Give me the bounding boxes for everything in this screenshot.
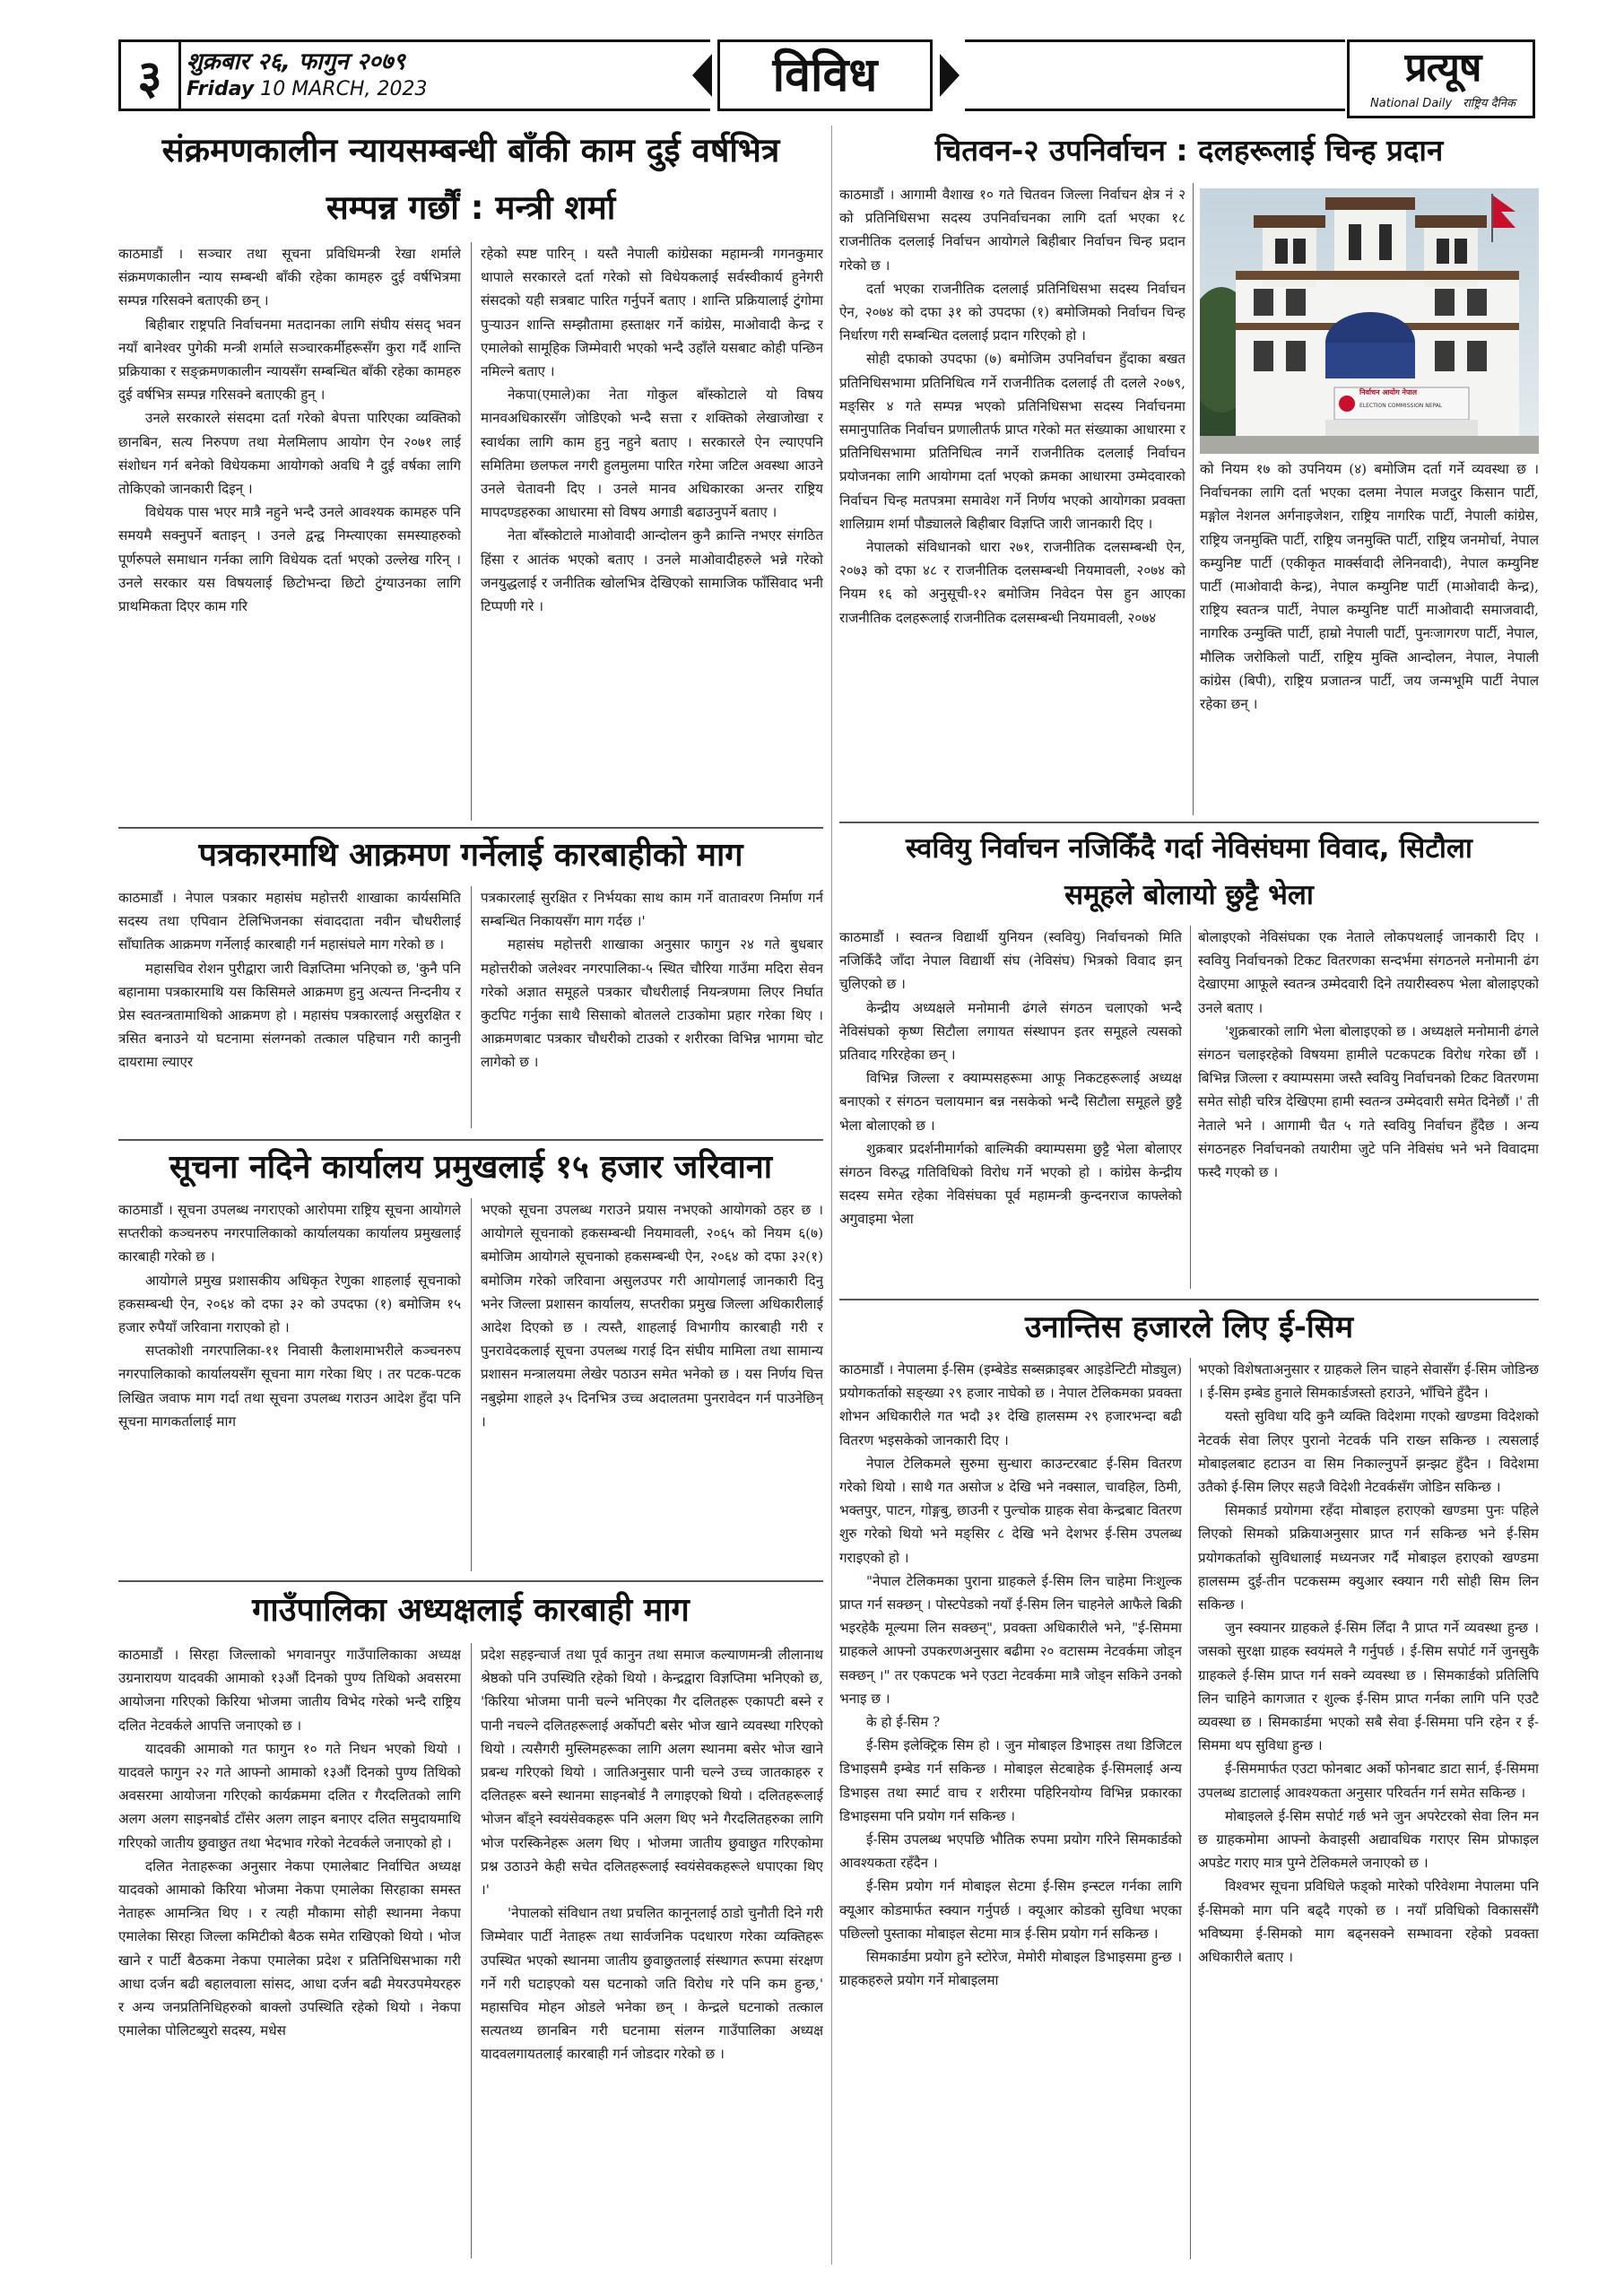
article-a4-col2 bbox=[481, 1198, 823, 1575]
article-a5-col2 bbox=[1198, 926, 1539, 1293]
paragraph: सिमकार्डमा प्रयोग हुने स्टोरेज, मेमोरी मोबाइल डिभाइसमा हुन्छ । ग्राहकहरुले प्रयोग गर्ने मोबाइलमा bbox=[839, 1949, 1182, 1989]
headline-a2: चितवन-२ उपनिर्वाचन : दलहरूलाई चिन्ह प्रदान bbox=[934, 133, 1444, 168]
article-a6-col2 bbox=[1198, 1358, 1539, 2264]
paragraph: नेकपा(एमाले)का नेता गोकुल बाँस्कोटाले यो विषय मानवअधिकारसँग जोडिएको भन्दै सत्ता र शक्तिको लेखाजोखा र स्वार्थका लागि काम हुनु नहुने बताए । सरकारले ऐन ल्याएपनि समितिमा छलफल नगरी हुलमुलमा पारित गरेमा जटिल अवस्था आउने उनले चेतावनी दिए । उनले मानव अधिकारका अन्तर राष्ट्रिय मापदण्डहरुका आधारमा सो विषय अगाडी बढाउनुपर्ने बताए । bbox=[481, 387, 823, 521]
paragraph: काठमाडौं । सञ्चार तथा सूचना प्रविधिमन्त्री रेखा शर्माले संक्रमणकालीन न्याय सम्बन्धी बाँकी रहेका कामहरु दुई वर्षभित्रमा सम्पन्न गरिसक्ने बताएकी छन् । bbox=[118, 246, 461, 309]
article-a1-col2 bbox=[481, 242, 823, 825]
article-a3-col1 bbox=[118, 886, 461, 1132]
paragraph: बिहीबार राष्ट्रपति निर्वाचनमा मतदानका लागि संघीय संसद् भवन नयाँ बानेश्वर पुगेकी मन्त्री शर्माले सञ्चारकर्मीहरूसँग कुरा गर्दै शान्ति प्रक्रियाका र सङ्क्रमणकालीन न्यायसँग सम्बन्धित बाँकी रहेका कामहरु दुई वर्षभित्र सम्पन्न गरिसक्ने बताएकी हुन् । bbox=[118, 316, 461, 404]
article-a3-col2 bbox=[481, 886, 823, 1132]
article-a2-col2 bbox=[1200, 457, 1539, 820]
section-arrow-right-icon bbox=[940, 54, 960, 97]
date-day: Friday bbox=[187, 78, 255, 100]
paragraph: नेपालको संविधानको धारा २७१, राजनीतिक दलसम्बन्धी ऐन, २०७३ को दफा ४८ र राजनीतिक दलसम्बन्धी नियमावली, २०७४ को नियम १६ को अनुसूची-१२ बमोजिम निवेदन पेस हुन आएका राजनीतिक दलहरूलाई राजनीतिक दलसम्बन्धी नियमावली, २०७४ bbox=[839, 539, 1185, 626]
paragraph: भएको सूचना उपलब्ध गराउने प्रयास नभएको आयोगको ठहर छ । आयोगले सूचनाको हकसम्बन्धी नियमावली, २०६५ को नियम ६(७) बमोजिम आयोगले सूचनाको हकसम्बन्धी ऐन, २०६४ को दफा ३२(१) बमोजिम गरेको जरिवाना असुलउपर गरी आयोगलाई जानकारी दिनु भनेर जिल्ला प्रशासन कार्यालय, सप्तरीका प्रमुख जिल्ला अधिकारीलाई आदेश दिएको छ । त्यस्तै, शाहलाई विभागीय कारबाही गरी र पुनरावेदकलाई सूचना उपलब्ध गराई दिन संघीय मामिला तथा सामान्य प्रशासन मन्त्रालयमा लेखेर पठाउन समेत भनेको छ । यस निर्णय चित्त नबुझेमा शाहले ३५ दिनभित्र उच्च अदालतमा पुनरावेदन गर्न पाउनेछिन् । bbox=[481, 1202, 823, 1430]
headline-a1-line2: सम्पन्न गर्छौं : मन्त्री शर्मा bbox=[326, 188, 616, 227]
headline-a7: गाउँपालिका अध्यक्षलाई कारबाही माग bbox=[252, 1592, 690, 1629]
subheading: के हो ई-सिम ? bbox=[866, 1714, 941, 1731]
headline-a1-line1: संक्रमणकालीन न्यायसम्बन्धी बाँकी काम दुई वर्षभित्र bbox=[161, 131, 780, 170]
header-rule bbox=[965, 39, 1345, 111]
article-a6-col1 bbox=[839, 1358, 1182, 2264]
page-number: ३ bbox=[118, 39, 181, 111]
headline-a5-line1: स्ववियु निर्वाचन नजिकिँदै गर्दा नेविसंघमा विवाद, सिटौला bbox=[906, 832, 1472, 865]
headline-a5-line2: समूहले बोलायो छुट्टै भेला bbox=[1064, 879, 1314, 911]
page-gutter bbox=[831, 126, 832, 2265]
paragraph: काठमाडौं । आगामी वैशाख १० गते चितवन जिल्ला निर्वाचन क्षेत्र नं २ को प्रतिनिधिसभा सदस्य उपनिर्वाचनका लागि दर्ता भएका १८ राजनीतिक दललाई निर्वाचन आयोगले बिहीबार निर्वाचन चिन्ह प्रदान गरेको छ । bbox=[839, 187, 1185, 274]
paragraph: नेपाल टेलिकमले सुरुमा सुन्धारा काउन्टरबाट ई-सिम वितरण गरेको थियो । साथै गत असोज ४ देखि भने नक्साल, चावहिल, ठिमी, भक्तपुर, पाटन, गोङ्गबु, छाउनी र पुल्चोक ग्राहक सेवा केन्द्रबाट वितरण शुरु गरेको थियो भने मङ्सिर ८ देखि भने देशभर ई-सिम उपलब्ध गराइएको हो । bbox=[839, 1455, 1182, 1566]
dateline bbox=[181, 39, 710, 111]
article-rule bbox=[839, 822, 1539, 823]
logo-tagline bbox=[1355, 94, 1531, 114]
paragraph: काठमाडौं । सिरहा जिल्लाको भगवानपुर गाउँपालिकाका अध्यक्ष उग्रनारायण यादवकी आमाको १३औं दिनको पुण्य तिथिको अवसरमा आयोजना गरिएको किरिया भोजमा जातीय विभेद गरेको भन्दै राष्ट्रिय दलित नेटवर्कले आपत्ति जनाएको छ । bbox=[118, 1647, 461, 1734]
logo-name: प्रत्यूष bbox=[1404, 45, 1481, 91]
paragraph: आयोगले प्रमुख प्रशासकीय अधिकृत रेणुका शाहलाई सूचनाको हकसम्बन्धी ऐन, २०६४ को दफा ३२ को उपदफा (१) बमोजिम १५ हजार रुपैयाँ जरिवाना गराएको हो । bbox=[118, 1272, 461, 1336]
paragraph: ई-सिम इलेक्ट्रिक सिम हो । जुन मोबाइल डिभाइस तथा डिजिटल डिभाइसमै इम्बेड गर्न सकिन्छ । मोबाइल सेटबाहेक ई-सिमलाई अन्य डिभाइस तथा स्मार्ट वाच र शरीरमा पहिरिनयोग्य विभिन्न प्रकारका डिभाइसमा पनि प्रयोग गर्न सकिन्छ । bbox=[839, 1737, 1182, 1824]
article-rule bbox=[118, 1580, 823, 1582]
paragraph: महासचिव रोशन पुरीद्वारा जारी विज्ञप्तिमा भनिएको छ, 'कुनै पनि बहानामा पत्रकारमाथि यस किसिमले आक्रमण हुनु अत्यन्त निन्दनीय र प्रेस स्वतन्त्रतामाथिको आक्रमण हो । महासंघ पत्रकारलाई असुरक्षित र त्रसित बनाउने यो घटनामा संलग्नको तत्काल पहिचान गरी कानुनी दायरामा ल्याएर bbox=[118, 960, 461, 1071]
paragraph: को नियम १७ को उपनियम (४) बमोजिम दर्ता गर्ने व्यवस्था छ । निर्वाचनका लागि दर्ता भएका दलमा नेपाल मजदुर किसान पार्टी, मङ्गोल नेशनल अर्गनाइजेशन, राष्ट्रिय नागरिक पार्टी, नेपाली कांग्रेस, राष्ट्रिय जनमुक्ति पार्टी, राष्ट्रिय जनमुक्ति पार्टी, राष्ट्रिय जनमोर्चा, नेपाल कम्युनिष्ट पार्टी (एकीकृत मार्क्सवादी लेनिनवादी), नेपाल कम्युनिष्ट पार्टी (माओवादी केन्द्र), नेपाल कम्युनिष्ट पार्टी (माओवादी केन्द्र), राष्ट्रिय स्वतन्त्र पार्टी, नेपाल कम्युनिष्ट पार्टी माओवादी समाजवादी, नागरिक उन्मुक्ति पार्टी, हाम्रो नेपाली पार्टी, पुनःजागरण पार्टी, नेपाल, मौलिक जरोकिलो पार्टी, राष्ट्रिय मुक्ति आन्दोलन, नेपाल, नेपाली कांग्रेस (बिपी), राष्ट्रिय प्रजातन्त्र पार्टी, जय जन्मभूमि पार्टी नेपाल रहेका छन् । bbox=[1200, 461, 1539, 713]
paragraph: बोलाइएको नेविसंघका एक नेताले लोकपथलाई जानकारी दिए । स्ववियु निर्वाचनको टिकट वितरणका सन्दर्भमा संगठनले मनोमानी ढंग देखाएमा आफूले स्वतन्त्र उम्मेदवारी दिने तयारीस्वरुप भेला बोलाइएको उनले बताए । bbox=[1198, 929, 1539, 1016]
date-nepali: शुक्रबार २६, फागुन २०७९ bbox=[187, 48, 405, 75]
article-a1-col1 bbox=[118, 242, 461, 825]
column-divider bbox=[1190, 926, 1191, 1289]
building-illustration bbox=[1200, 188, 1539, 454]
paragraph: काठमाडौं । नेपालमा ई-सिम (इम्बेडेड सब्सक्राइबर आइडेन्टिटी मोड्युल) प्रयोगकर्ताको सङ्ख्या २९ हजार नाघेको छ । नेपाल टेलिकमका प्रवक्ता शोभन अधिकारीले गत भदौ ३१ देखि हालसम्म २९ हजारभन्दा बढी वितरण भइसकेको जानकारी दिए । bbox=[839, 1361, 1182, 1448]
paragraph: सोही दफाको उपदफा (७) बमोजिम उपनिर्वाचन हुँदाका बखत प्रतिनिधिसभामा प्रतिनिधित्व गर्ने राजनीतिक दललाई ती दलले २०७९, मङ्सिर ४ गते सम्पन्न भएको प्रतिनिधिसभा सदस्य निर्वाचनमा समानुपातिक निर्वाचन प्रणालीतर्फ प्राप्त गरेको मत संख्याका आधारमा र प्रतिनिधिसभामा प्रतिनिधित्व नगर्ने राजनीतिक दललाई निर्वाचन प्रयोजनका लागि आयोगमा दर्ता भएको क्रमका आधारमा उम्मेदवारको निर्वाचन चिन्ह मतपत्रमा समावेश गर्ने निर्णय भएको आयोगका प्रवक्ता शालिग्राम शर्मा पौड्यालले बिहीबार विज्ञप्ति जारी जानकारी दिए । bbox=[839, 351, 1185, 532]
column-divider bbox=[471, 1643, 472, 2258]
paragraph: काठमाडौं । स्वतन्त्र विद्यार्थी युनियन (स्ववियु) निर्वाचनको मिति नजिकिँदै जाँदा नेपाल विद्यार्थी संघ (नेविसंघ) भित्रको विवाद झन् चुलिएको छ । bbox=[839, 929, 1182, 993]
photo-sign-text: निर्वाचन आयोग नेपाल bbox=[1359, 388, 1417, 396]
column-divider bbox=[471, 886, 472, 1128]
photo-sign-text-en: ELECTION COMMISSION NEPAL bbox=[1359, 403, 1443, 409]
paragraph: प्रदेश सहइन्चार्ज तथा पूर्व कानुन तथा समाज कल्याणमन्त्री लीलानाथ श्रेष्ठको पनि उपस्थिति रहेको थियो । केन्द्रद्वारा विज्ञप्तिमा भनिएको छ, 'किरिया भोजमा पानी चल्ने भनिएका गैर दलितहरू एकापटी बस्ने र पानी नचल्ने दलितहरूलाई अर्कोपटी बसेर भोज खाने व्यवस्था गरिएको थियो । त्यसैगरी मुस्लिमहरूका लागि अलग स्थानमा बसेर भोज खाने प्रबन्ध गरिएको थियो । जातिअनुसार पानी चल्ने उच्च जातकाहरु र दलितहरू बस्ने स्थानमा साइनबोर्ड नै लगाइएको थियो । दलितहरूलाई भोजन बाँड्ने स्वयंसेवकहरू पनि अलग थिए भने गैरदलितहरुका लागि भोज परस्किनेहरू अलग थिए । भोजमा जातीय छुवाछुत गरिएकोमा प्रश्न उठाउने केही सचेत दलितहरूलाई स्वयंसेवकहरूले धपाएका थिए ।' bbox=[481, 1647, 823, 1899]
paragraph: काठमाडौं । सूचना उपलब्ध नगराएको आरोपमा राष्ट्रिय सूचना आयोगले सप्तरीको कञ्चनरुप नगरपालिकाको कार्यालयका कार्यालय प्रमुखलाई कारबाही गरेको छ । bbox=[118, 1202, 461, 1265]
paragraph: विश्वभर सूचना प्रविधिले फड्को मारेको परिवेशमा नेपालमा पनि ई-सिमको माग पनि बढ्दै गएको छ । नयाँ प्रविधिको विकाससँगै भविष्यमा ई-सिमको माग बढ्नसक्ने सम्भावना रहेको प्रवक्ता अधिकारीले बताए । bbox=[1198, 1878, 1539, 1966]
paragraph: जुन स्क्यानर ग्राहकले ई-सिम लिँदा नै प्राप्त गर्ने व्यवस्था हुन्छ । जसको सुरक्षा ग्राहक स्वयंमले नै गर्नुपर्छ । ई-सिम सपोर्ट गर्ने जुनसुकै ग्राहकले ई-सिम प्राप्त गर्न सक्ने व्यवस्था छ । सिमकार्डको प्रतिलिपि लिन चाहिने कागजात र शुल्क ई-सिम प्राप्त गर्नका लागि पनि एउटै व्यवस्था छ । सिमकार्डमा भएको सबै सेवा ई-सिममा पनि रहेन र ई-सिममा थप सुविधा हुन्छ । bbox=[1198, 1620, 1539, 1754]
paragraph: पत्रकारलाई सुरक्षित र निर्भयका साथ काम गर्ने वातावरण निर्माण गर्न सम्बन्धित निकायसँग माग गर्दछ ।' bbox=[481, 890, 823, 930]
logo-np: राष्ट्रिय दैनिक bbox=[1463, 97, 1515, 110]
election-commission-photo bbox=[1200, 188, 1539, 454]
paragraph: "नेपाल टेलिकमका पुराना ग्राहकले ई-सिम लिन चाहेमा निःशुल्क प्राप्त गर्न सक्छन् । पोस्टपेडको नयाँ ई-सिम लिन चाहनेले आफैले बिक्री भइरहेकै मूल्यमा लिन सक्छन्", प्रवक्ता अधिकारीले भने, "ई-सिममा ग्राहकले आफ्नो उपकरणअनुसार बढीमा २० वटासम्म नेटवर्कमा जोड्न सक्छन् ।" तर एकपटक भने एउटा नेटवर्कमा मात्रै जोड्न सकिने उनको भनाइ छ । bbox=[839, 1572, 1182, 1707]
logo-en: National Daily bbox=[1370, 97, 1453, 110]
column-divider bbox=[1193, 183, 1194, 815]
paragraph: शुक्रबार प्रदर्शनीमार्गको बाल्मिकी क्याम्पसमा छुट्टै भेला बोलाएर संगठन विरुद्ध गतिविधिको विरोध गर्ने भएको हो । कांग्रेस केन्द्रीय सदस्य समेत रहेका नेविसंघका पूर्व महामन्त्री कुन्दनराज काफ्लेको अगुवाइमा भेला bbox=[839, 1140, 1182, 1228]
article-a4-col1 bbox=[118, 1198, 461, 1575]
date-rest: 10 MARCH, 2023 bbox=[254, 78, 428, 100]
paragraph: ई-सिम उपलब्ध भएपछि भौतिक रुपमा प्रयोग गरिने सिमकार्डको आवश्यकता रहँदैन । bbox=[839, 1831, 1182, 1872]
column-divider bbox=[1190, 1358, 1191, 2259]
headline-a4: सूचना नदिने कार्यालय प्रमुखलाई १५ हजार जरिवाना bbox=[169, 1149, 773, 1186]
paragraph: काठमाडौं । नेपाल पत्रकार महासंघ महोत्तरी शाखाका कार्यसमिति सदस्य तथा एपिवान टेलिभिजनका संवाददाता नवीन चौधरीलाई साँघातिक आक्रमण गर्नेलाई कारबाही गर्न महासंघले माग गरेको छ । bbox=[118, 890, 461, 953]
article-a7-col2 bbox=[481, 1643, 823, 2262]
article-a5-col1 bbox=[839, 926, 1182, 1293]
section-arrow-left-icon bbox=[692, 54, 712, 97]
article-rule bbox=[839, 1299, 1539, 1300]
article-rule bbox=[118, 827, 823, 829]
paragraph: रहेको स्पष्ट पारिन् । यस्तै नेपाली कांग्रेसका महामन्त्री गगनकुमार थापाले सरकारले दर्ता गरेको सो विधेयकलाई सर्वस्वीकार्य हुनेगरी संसदको यही सत्रबाट पारित गर्नुपर्ने बताए । शान्ति प्रक्रियालाई टुंगोमा पुऱ्याउन शान्ति सम्झौतामा हस्ताक्षर गर्ने कांग्रेस, माओवादी केन्द्र र एमालेको सामूहिक जिम्मेवारी भएको भन्दै उहाँले यसबाट कोही पन्छिन नमिल्ने बताए । bbox=[481, 246, 823, 380]
headline-a6: उनान्तिस हजारले लिए ई-सिम bbox=[1024, 1309, 1354, 1345]
article-a2-col1 bbox=[839, 183, 1185, 820]
masthead-logo bbox=[1347, 39, 1535, 118]
headline-a3: पत्रकारमाथि आक्रमण गर्नेलाई कारबाहीको माग bbox=[198, 837, 743, 874]
article-a7-col1 bbox=[118, 1643, 461, 2262]
article-rule bbox=[118, 1139, 823, 1141]
paragraph: मोबाइलले ई-सिम सपोर्ट गर्छ भने जुन अपरेटरको सेवा लिन मन छ ग्राहकमोमा आफ्नो केवाइसी अद्यावधिक गराएर सिम प्रोफाइल अपडेट गराए मात्र पुग्ने टेलिकमले जनाएको छ । bbox=[1198, 1807, 1539, 1872]
paragraph: महासंघ महोत्तरी शाखाका अनुसार फागुन २४ गते बुधबार महोत्तरीको जलेश्वर नगरपालिका-५ स्थित चौरिया गाउँमा मदिरा सेवन गरेको अज्ञात समूहले पत्रकार चौधरीलाई नियन्त्रणमा लिएर निर्घात कुटपिट गर्नुका साथै सिसाको बोतलले टाउकोमा प्रहार गरेका थिए । आक्रमणबाट पत्रकार चौधरीको टाउको र शरीरका विभिन्न भागमा चोट लागेको छ । bbox=[481, 936, 823, 1071]
paragraph: 'नेपालको संविधान तथा प्रचलित कानूनलाई ठाडो चुनौती दिने गरी जिम्मेवार पार्टी नेताहरू तथा सार्वजनिक पदधारण गरेका व्यक्तिहरू उपस्थित भएको स्थानमा जातीय छुवाछुतलाई संस्थागत रूपमा संरक्षण गर्ने गरी घटाइएको यस घटनाको जति विरोध गरे पनि कम हुन्छ,' महासचिव मोहन ओडले भनेका छन् । केन्द्रले घटनाको तत्काल सत्यतथ्य छानबिन गरी घटनामा संलग्न गाउँपालिका अध्यक्ष यादवलगायतलाई कारबाही गर्न जोडदार गरेको छ । bbox=[481, 1905, 823, 2063]
paragraph: दलित नेताहरूका अनुसार नेकपा एमालेबाट निर्वाचित अध्यक्ष यादवको आमाको किरिया भोजमा नेकपा एमालेका सिरहाका समस्त नेताहरू आमन्त्रित थिए । र त्यही मौकामा सोही स्थानमा नेकपा एमालेका सिरहा जिल्ला कमिटीको बैठक समेत राखिएको थियो । भोज खाने र पार्टी बैठकमा नेकपा एमालेका प्रदेश र प्रतिनिधिसभाका गरी आधा दर्जन बढी बहालवाला सांसद, आधा दर्जन बढी मेयरउपमेयरहरु र अन्य जनप्रतिनिधिहरुको बाक्लो उपस्थिति रहेको थियो । नेकपा एमालेका पोलिटब्युरो सदस्य, मधेस bbox=[118, 1857, 461, 2039]
paragraph: सिमकार्ड प्रयोगमा रहँदा मोबाइल हराएको खण्डमा पुनः पहिले लिएको सिमको प्रक्रियाअनुसार प्राप्त गर्न सकिन्छ भने ई-सिम प्रयोगकर्ताको सुविधालाई मध्यनजर गर्दै मोबाइल हराएको खण्डमा हालसम्म दुई-तीन पटकसम्म क्युआर स्क्यान गरी सोही सिम लिन सकिन्छ । bbox=[1198, 1502, 1539, 1613]
paragraph: विधेयक पास भएर मात्रै नहुने भन्दै उनले आवश्यक कामहरु पनि समयमै सक्नुपर्ने बताइन् । उनले द्वन्द्व निम्त्याएका समस्याहरुको पूर्णरुपले समाधान गर्नका लागि विधेयक दर्ता भएको उल्लेख गरिन् । उनले सरकार यस विषयलाई छिटोभन्दा छिटो टुंग्याउनका लागि प्राथमिकता दिएर काम गरि bbox=[118, 504, 461, 615]
paragraph: दर्ता भएका राजनीतिक दललाई प्रतिनिधिसभा सदस्य निर्वाचन ऐन, २०७४ को दफा ३१ को उपदफा (१) बमोजिमको निर्वाचन चिन्ह निर्धारण गरी सम्बन्धित दललाई प्रदान गरिएको हो । bbox=[839, 280, 1185, 344]
paragraph: यादवकी आमाको गत फागुन १० गते निधन भएको थियो । यादवले फागुन २२ गते आफ्नो आमाको १३औं दिनको पुण्य तिथिको अवसरमा आयोजना गरिएको कार्यक्रममा दलित र गैरदलितको लागि अलग अलग साइनबोर्ड टाँसेर अलग लाइन बनाएर दलित समुदायमाथि गरिएको जातीय छुवाछुत तथा भेदभाव गरेको नेटवर्कले जनाएको हो । bbox=[118, 1740, 461, 1851]
paragraph: विभिन्न जिल्ला र क्याम्पसहरूमा आफू निकटहरूलाई अध्यक्ष बनाएको र संगठन चलायमान बन्न नसकेको भन्दै सिटौला समूहले छुट्टै भेला बोलाएको छ । bbox=[839, 1070, 1182, 1134]
paragraph: केन्द्रीय अध्यक्षले मनोमानी ढंगले संगठन चलाएको भन्दै नेविसंघको कृष्ण सिटौला लगायत संस्थापन इतर समूहले त्यसको प्रतिवाद गरिरहेका छन् । bbox=[839, 999, 1182, 1064]
paragraph: ई-सिम प्रयोग गर्न मोबाइल सेटमा ई-सिम इन्स्टल गर्नका लागि क्यूआर कोडमार्फत स्क्यान गर्नुपर्छ । क्यूआर कोडको सुविधा भएका पछिल्लो पुस्ताका मोबाइल सेटमा मात्र ई-सिम प्रयोग गर्न सकिन्छ । bbox=[839, 1878, 1182, 1942]
paragraph: सप्तकोशी नगरपालिका-११ निवासी कैलाशमाभरीले कञ्चनरुप नगरपालिकाको कार्यालयसँग सूचना माग गरेका थिए । तर पटक-पटक लिखित जवाफ माग गर्दा तथा सूचना उपलब्ध गराउन आदेश हुँदा पनि सूचना मागकर्तालाई माग bbox=[118, 1343, 461, 1430]
paragraph: ई-सिममार्फत एउटा फोनबाट अर्को फोनबाट डाटा सार्न, ई-सिममा उपलब्ध डाटालाई आवश्यकता अनुसार परिवर्तन गर्न समेत सकिन्छ । bbox=[1198, 1761, 1539, 1801]
paragraph: उनले सरकारले संसदमा दर्ता गरेको बेपत्ता पारिएका व्यक्तिको छानबिन, सत्य निरुपण तथा मेलमिलाप आयोग ऐन २०७१ लाई संशोधन गर्न बनेको विधेयकमा आयोगको अवधि नै दुई वर्षका लागि तोकिएको जानकारी दिइन् । bbox=[118, 410, 461, 498]
paragraph: 'शुक्रबारको लागि भेला बोलाइएको छ । अध्यक्षले मनोमानी ढंगले संगठन चलाइरहेको विषयमा हामीले पटकपटक विरोध गरेका छौं । बिभिन्न जिल्ला र क्याम्पसमा जस्तै स्ववियु निर्वाचनको टिकट वितरणमा समेत सोही चरित्र देखिएमा हामी स्वतन्त्र उम्मेदवारी समेत दिनेछौं ।' ती नेताले भने । आगामी चैत ५ गते स्ववियु निर्वाचन हुँदैछ । अन्य संगठनहरु निर्वाचनको तयारीमा जुटे पनि नेविसंघ भने भने विवादमा फस्दै गएको छ । bbox=[1198, 1022, 1539, 1181]
paragraph: नेता बाँस्कोटाले माओवादी आन्दोलन कुनै क्रान्ति नभएर संगठित हिंसा र आतंक भएको बताए । उनले माओवादीहरुले भन्ने गरेको जनयुद्धलाई र जनीतिक खोलभित्र देखिएको सामाजिक फाँसिवाद भनी टिप्पणी गरे । bbox=[481, 527, 823, 615]
section-title: विविध bbox=[717, 39, 933, 111]
paragraph: भएको विशेषताअनुसार र ग्राहकले लिन चाहने सेवासँग ई-सिम जोडिन्छ । ई-सिम इम्बेड हुनाले सिमकार्डजस्तो हराउने, भाँचिने हुँदैन । bbox=[1198, 1361, 1539, 1402]
column-divider bbox=[471, 1198, 472, 1571]
column-divider bbox=[471, 242, 472, 821]
date-english bbox=[187, 76, 710, 103]
paragraph: यस्तो सुविधा यदि कुनै व्यक्ति विदेशमा गएको खण्डमा विदेशको नेटवर्क सेवा लिएर पुरानो नेटवर्क पनि राख्न सकिन्छ । त्यसलाई मोबाइलबाट हटाउन वा सिम निकाल्नुपर्ने झन्झट हुँदैन । विदेशमा उतैको ई-सिम लिएर सहजै विदेशी नेटवर्कसँग जोडिन सकिन्छ । bbox=[1198, 1408, 1539, 1496]
